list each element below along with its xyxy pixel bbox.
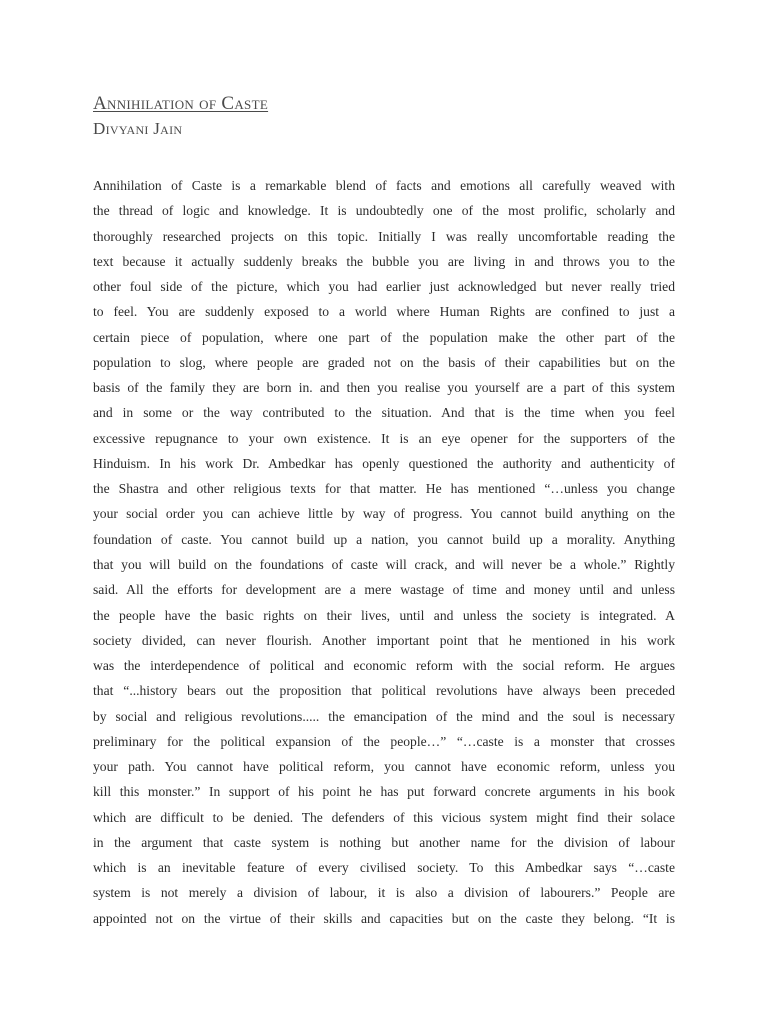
- body-line: in the argument that caste system is nothing but another name for the division of labour: [93, 834, 675, 850]
- body-paragraph: [93, 173, 675, 931]
- body-line: Annihilation of Caste is a remarkable blend of facts and emotions all carefully weaved with: [93, 178, 675, 193]
- body-line: said. All the efforts for development are a mere wastage of time and money until and unless: [93, 582, 675, 598]
- body-line: preliminary for the political expansion of the people…” “…caste is a monster that crosses: [93, 733, 675, 749]
- body-line: basis of the family they are born in. and then you realise you yourself are a part of this system: [93, 380, 675, 396]
- body-line: certain piece of population, where one part of the population make the other part of the: [93, 329, 675, 345]
- body-line: which are difficult to be denied. The defenders of this vicious system might find their solace: [93, 809, 675, 825]
- body-line: was the interdependence of political and economic reform with the social reform. He argues: [93, 658, 675, 674]
- body-line: the thread of logic and knowledge. It is undoubtedly one of the most prolific, scholarly and: [93, 203, 675, 219]
- body-line: Hinduism. In his work Dr. Ambedkar has openly questioned the authority and authenticity of: [93, 455, 675, 471]
- body-line: kill this monster.” In support of his point he has put forward concrete arguments in his book: [93, 784, 675, 800]
- body-line: appointed not on the virtue of their skills and capacities but on the caste they belong. “It is: [93, 910, 675, 926]
- body-line: to feel. You are suddenly exposed to a world where Human Rights are confined to just a: [93, 304, 675, 320]
- body-line: foundation of caste. You cannot build up a nation, you cannot build up a morality. Anything: [93, 531, 675, 547]
- body-line: society divided, can never flourish. Another important point that he mentioned in his work: [93, 632, 675, 648]
- body-line: other foul side of the picture, which you had earlier just acknowledged but never really tried: [93, 279, 675, 295]
- body-line: by social and religious revolutions..... the emancipation of the mind and the soul is necessary: [93, 708, 675, 724]
- body-line: text because it actually suddenly breaks the bubble you are living in and throws you to the: [93, 253, 675, 269]
- body-line: and in some or the way contributed to the situation. And that is the time when you feel: [93, 405, 675, 421]
- document-title: Annihilation of Caste: [93, 93, 269, 114]
- body-line: thoroughly researched projects on this topic. Initially I was really uncomfortable reading the: [93, 228, 675, 244]
- body-line: your social order you can achieve little by way of progress. You cannot build anything on the: [93, 506, 675, 522]
- body-line: the people have the basic rights on their lives, until and unless the society is integrated. A: [93, 607, 675, 623]
- body-line: the Shastra and other religious texts for that matter. He has mentioned “…unless you change: [93, 481, 675, 497]
- body-line: which is an inevitable feature of every civilised society. To this Ambedkar says “…caste: [93, 860, 675, 876]
- body-line: that you will build on the foundations of caste will crack, and will never be a whole.” Rightly: [93, 556, 675, 572]
- body-line: your path. You cannot have political reform, you cannot have economic reform, unless you: [93, 759, 675, 775]
- body-line: population to slog, where people are graded not on the basis of their capabilities but on the: [93, 354, 675, 370]
- document-author: Divyani Jain: [93, 119, 183, 138]
- body-line: that “...history bears out the proposition that political revolutions have always been preceded: [93, 683, 675, 699]
- body-line: system is not merely a division of labour, it is also a division of labourers.” People are: [93, 885, 675, 901]
- body-line: excessive repugnance to your own existence. It is an eye opener for the supporters of the: [93, 430, 675, 446]
